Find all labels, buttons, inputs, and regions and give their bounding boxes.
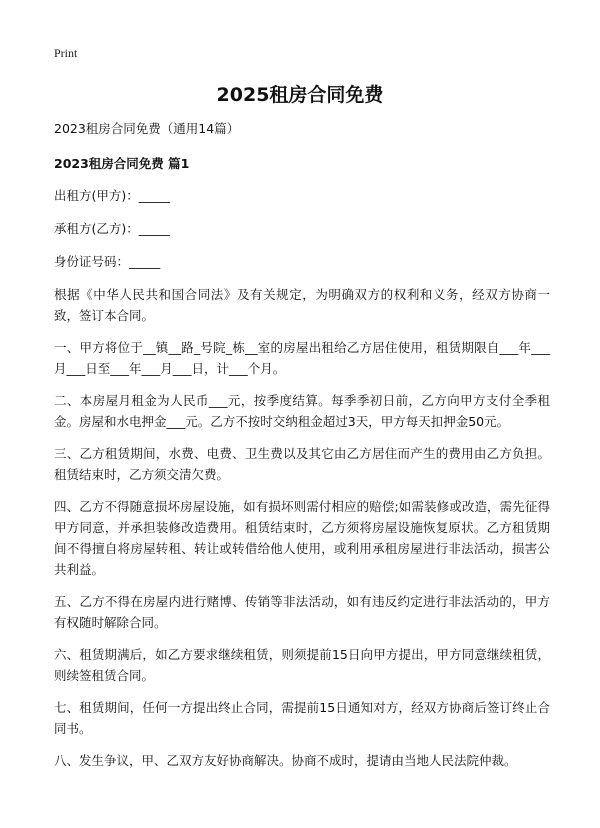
clause-7: 七、租赁期间，任何一方提出终止合同，需提前15日通知对方，经双方协商后签订终止合同书。 (54, 700, 550, 736)
id-number-field: 身份证号码：_____ (54, 254, 161, 269)
document-subtitle: 2023租房合同免费（通用14篇） (54, 121, 240, 136)
clause-1: 一、甲方将位于__镇__路_号院_栋__室的房屋出租给乙方居住使用，租赁期限自___年___月___日至___年___月___日，计___个月。 (54, 340, 550, 376)
document-body (54, 118, 550, 782)
lessor-field: 出租方(甲方)：_____ (54, 188, 171, 203)
clause-5: 五、乙方不得在房屋内进行赌博、传销等非法活动，如有违反约定进行非法活动的，甲方有权随时解除合同。 (54, 594, 550, 630)
lessee-field: 承租方(乙方)：_____ (54, 221, 171, 236)
print-link[interactable]: Print (54, 46, 78, 60)
section-title: 2023租房合同免费 篇1 (54, 156, 190, 171)
document-title: 2025租房合同免费 (216, 84, 384, 106)
clause-8: 八、发生争议，甲、乙双方友好协商解决。协商不成时，提请由当地人民法院仲裁。 (54, 753, 517, 768)
clause-4: 四、乙方不得随意损坏房屋设施，如有损坏则需付相应的赔偿;如需装修或改造，需先征得甲方同意，并承担装修改造费用。租赁结束时，乙方须将房屋设施恢复原状。乙方租赁期间不得擅自将房屋转租、转让或转借给他人使用，或利用承租房屋进行非法活动，损害公共利益。 (54, 499, 550, 577)
clause-6: 六、租赁期满后，如乙方要求继续租赁，则须提前15日向甲方提出，甲方同意继续租赁，则续签租赁合同。 (54, 647, 550, 683)
intro-paragraph: 根据《中华人民共和国合同法》及有关规定，为明确双方的权利和义务，经双方协商一致，签订本合同。 (54, 287, 550, 323)
clause-2: 二、本房屋月租金为人民币___元，按季度结算。每季季初日前，乙方向甲方支付全季租金。房屋和水电押金___元。乙方不按时交纳租金超过3天，甲方每天扣押金50元。 (54, 393, 550, 429)
clause-3: 三、乙方租赁期间，水费、电费、卫生费以及其它由乙方居住而产生的费用由乙方负担。租赁结束时，乙方须交清欠费。 (54, 446, 550, 482)
